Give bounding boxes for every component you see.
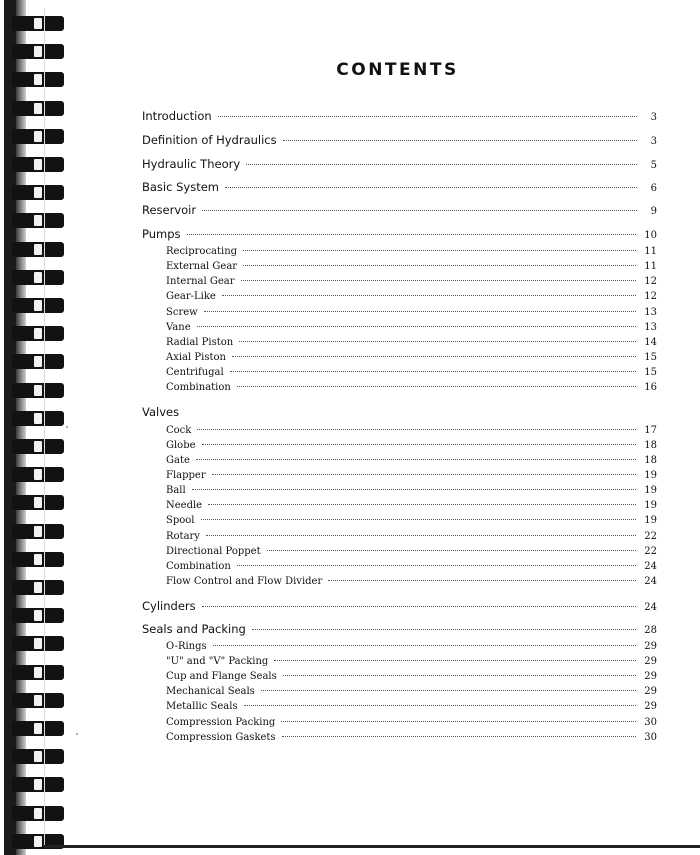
toc-entry-label: Introduction (142, 109, 212, 123)
dot-leader (230, 371, 637, 372)
toc-subentry-page: 19 (644, 470, 657, 481)
toc-subentry-label: Gate (166, 455, 190, 466)
dot-leader (239, 341, 636, 342)
toc-subentry-page: 13 (644, 322, 657, 333)
toc-subentry (166, 337, 657, 348)
toc-subentry-label: Mechanical Seals (166, 686, 255, 697)
toc-subentry (166, 641, 657, 652)
toc-entry-page: 9 (650, 206, 657, 217)
toc-entry-seals-and-packing (142, 622, 657, 636)
toc-entry-label: Cylinders (142, 599, 196, 613)
toc-subentry (166, 576, 657, 587)
dot-leader (206, 535, 636, 536)
toc-subentry-page: 22 (644, 531, 657, 542)
toc-subentry-page: 29 (644, 701, 657, 712)
toc-entry-page: 3 (650, 112, 657, 123)
toc-subentry (166, 276, 657, 287)
toc-subentry-label: Flow Control and Flow Divider (166, 576, 323, 587)
toc-subentry-label: Compression Packing (166, 717, 276, 728)
toc-subentry (166, 732, 657, 743)
dot-leader (237, 386, 636, 387)
dot-leader (232, 356, 636, 357)
toc-entry-label: Hydraulic Theory (142, 157, 241, 171)
toc-subentry-label: External Gear (166, 261, 238, 272)
toc-entry-definition-of-hydraulics (142, 133, 657, 147)
paper-speck (66, 426, 68, 428)
toc-entry-basic-system (142, 180, 657, 194)
dot-leader (328, 580, 636, 581)
dot-leader (212, 474, 637, 475)
toc-subentry-label: Combination (166, 561, 231, 572)
toc-subentry-label: Internal Gear (166, 276, 235, 287)
toc-subentry (166, 246, 657, 257)
toc-entry-cylinders (142, 599, 657, 613)
dot-leader (246, 164, 637, 165)
toc-subentry-label: Directional Poppet (166, 546, 261, 557)
toc-subentry-page: 30 (644, 732, 657, 743)
toc-entry-label: Pumps (142, 227, 181, 241)
toc-subentry-label: Cock (166, 425, 192, 436)
toc-subentry-page: 29 (644, 641, 657, 652)
dot-leader (208, 504, 636, 505)
toc-subentry-page: 30 (644, 717, 657, 728)
dot-leader (196, 459, 636, 460)
toc-subentry (166, 291, 657, 302)
toc-subentry-label: O-Rings (166, 641, 207, 652)
toc-subentry-label: Combination (166, 382, 231, 393)
toc-subentry (166, 671, 657, 682)
dot-leader (202, 606, 637, 607)
toc-subentry (166, 470, 657, 481)
paper-speck (76, 733, 78, 735)
dot-leader (197, 326, 637, 327)
toc-entry-hydraulic-theory (142, 157, 657, 171)
dot-leader (252, 629, 636, 630)
toc-subentry-label: "U" and "V" Packing (166, 656, 269, 667)
toc-entry-introduction (142, 109, 657, 123)
toc-subentry-label: Ball (166, 485, 186, 496)
toc-subentry-page: 18 (644, 455, 657, 466)
toc-subentry-label: Needle (166, 500, 203, 511)
toc-subentry-page: 15 (644, 367, 657, 378)
dot-leader (282, 736, 637, 737)
toc-subentry-label: Metallic Seals (166, 701, 238, 712)
toc-subentry-page: 29 (644, 671, 657, 682)
toc-subentry-page: 19 (644, 515, 657, 526)
toc-subentry-label: Screw (166, 307, 198, 318)
dot-leader (241, 280, 637, 281)
toc-subentry-label: Rotary (166, 531, 200, 542)
toc-entry-valves (142, 405, 179, 419)
toc-subentry-page: 24 (644, 561, 657, 572)
toc-subentry-page: 11 (644, 246, 657, 257)
toc-subentry-label: Vane (166, 322, 191, 333)
dot-leader (281, 721, 636, 722)
dot-leader (202, 210, 637, 211)
toc-subentry (166, 307, 657, 318)
dot-leader (244, 705, 637, 706)
toc-subentry-label: Globe (166, 440, 196, 451)
toc-subentry-page: 29 (644, 656, 657, 667)
toc-subentry (166, 322, 657, 333)
toc-subentry (166, 440, 657, 451)
toc-entry-page: 5 (650, 160, 657, 171)
toc-entry-page: 10 (644, 230, 657, 241)
dot-leader (243, 250, 636, 251)
dot-leader (283, 140, 637, 141)
toc-subentry (166, 500, 657, 511)
toc-subentry (166, 455, 657, 466)
dot-leader (202, 444, 637, 445)
toc-subentry (166, 717, 657, 728)
toc-subentry-label: Spool (166, 515, 195, 526)
toc-entry-label: Seals and Packing (142, 622, 246, 636)
toc-subentry-label: Compression Gaskets (166, 732, 276, 743)
toc-subentry (166, 686, 657, 697)
toc-subentry (166, 531, 657, 542)
toc-entry-label: Definition of Hydraulics (142, 133, 277, 147)
dot-leader (237, 565, 636, 566)
toc-entry-label: Basic System (142, 180, 219, 194)
dot-leader (197, 429, 636, 430)
dot-leader (201, 519, 637, 520)
dot-leader (222, 295, 636, 296)
toc-subentry-page: 12 (644, 291, 657, 302)
toc-entry-page: 6 (650, 183, 657, 194)
dot-leader (267, 550, 637, 551)
dot-leader (187, 234, 637, 235)
toc-entry-page: 24 (644, 602, 657, 613)
toc-subentry-page: 12 (644, 276, 657, 287)
toc-subentry-page: 17 (644, 425, 657, 436)
toc-subentry-label: Gear-Like (166, 291, 216, 302)
toc-subentry-page: 18 (644, 440, 657, 451)
toc-subentry-label: Radial Piston (166, 337, 234, 348)
toc-subentry-label: Centrifugal (166, 367, 224, 378)
toc-subentry (166, 561, 657, 572)
toc-entry-label: Valves (142, 405, 180, 419)
page-title: CONTENTS (336, 60, 459, 80)
toc-entry-label: Reservoir (142, 203, 197, 217)
toc-subentry-page: 14 (644, 337, 657, 348)
toc-subentry (166, 701, 657, 712)
toc-subentry-page: 16 (644, 382, 657, 393)
toc-subentry-page: 24 (644, 576, 657, 587)
toc-subentry-page: 11 (644, 261, 657, 272)
toc-subentry (166, 261, 657, 272)
dot-leader (243, 265, 636, 266)
toc-subentry (166, 546, 657, 557)
dot-leader (213, 645, 637, 646)
toc-subentry (166, 367, 657, 378)
dot-leader (204, 311, 637, 312)
dot-leader (283, 675, 637, 676)
toc-subentry (166, 485, 657, 496)
toc-subentry (166, 382, 657, 393)
toc-subentry-page: 19 (644, 500, 657, 511)
dot-leader (192, 489, 637, 490)
toc-entry-pumps (142, 227, 657, 241)
toc-entry-page: 28 (644, 625, 657, 636)
toc-subentry (166, 352, 657, 363)
toc-subentry-label: Reciprocating (166, 246, 238, 257)
toc-subentry-page: 15 (644, 352, 657, 363)
toc-subentry-page: 22 (644, 546, 657, 557)
toc-entry-reservoir (142, 203, 657, 217)
dot-leader (261, 690, 636, 691)
toc-subentry (166, 656, 657, 667)
toc-subentry-page: 19 (644, 485, 657, 496)
toc-entry-page: 3 (650, 136, 657, 147)
toc-subentry-label: Axial Piston (166, 352, 226, 363)
dot-leader (274, 660, 636, 661)
toc-subentry (166, 425, 657, 436)
dot-leader (218, 116, 637, 117)
dot-leader (225, 187, 637, 188)
toc-subentry-page: 29 (644, 686, 657, 697)
toc-subentry-page: 13 (644, 307, 657, 318)
toc-subentry (166, 515, 657, 526)
toc-subentry-label: Flapper (166, 470, 206, 481)
toc-subentry-label: Cup and Flange Seals (166, 671, 277, 682)
